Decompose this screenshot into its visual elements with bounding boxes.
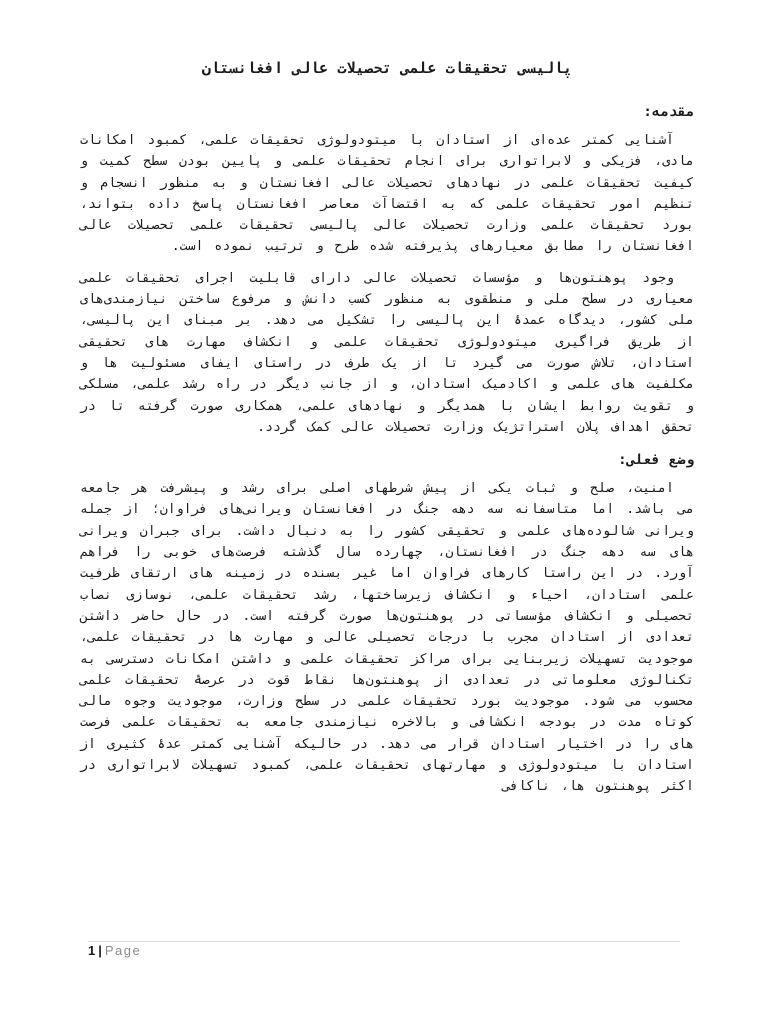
section-current-status	[80, 448, 694, 797]
paragraph: وجود پوهنتون‌ها و مؤسسات تحصیلات عالی دارای قابلیت اجرای تحقیقات علمی معیاری در سطح ملی و منطقوی به منظور کسب دانش و مرفوع ساختن نیازمندی‌های ملی کشور، دیدگاه عمدۀ این پالیسی را تشکیل می دهد. بر مبنای این پالیسی، از طریق فراگیری میتودولوژی تحقیقات علمی و انکشاف مهارت های تحقیقی استادان، تلاش صورت می گیرد تا از یک طرف در راستای ایفای مسئولیت ها و مکلفیت های علمی و اکادمیک استادان، و از جانب دیگر در راه رشد علمی، مسلکی و تقویت روابط ایشان با همدیگر و نهادهای علمی، همکاری صورت گرفته تا در تحقق اهداف پلان استراتژیک وزارت تحصیلات عالی کمک گردد.	[80, 270, 694, 435]
paragraph: آشنایی کمتر عده‌ای از استادان با میتودولوژی تحقیقات علمی، کمبود امکانات مادی، فزیکی و لابراتواری برای انجام تحقیقات علمی و پایین بودن سطح کمیت و کیفیت تحقیقات علمی در نهادهای تحصیلات عالی افغانستان و به منظور انسجام و تنظیم امور تحقیقات علمی که به اقتضاآت معاصر افغانستان پاسخ داده بتواند، بورد تحقیقات علمی وزارت تحصیلات عالی پالیسی تحقیقات علمی تحصیلات عالی افغانستان را مطابق معیارهای پذیرفته شده طرح و ترتیب نموده است.	[80, 133, 694, 255]
document-body	[80, 52, 694, 806]
section-heading-introduction: مقدمه:	[643, 104, 694, 120]
footer-divider	[88, 941, 680, 942]
section-heading-current-status: وضع فعلی:	[618, 452, 694, 469]
section-introduction	[80, 100, 694, 438]
page-footer	[88, 943, 141, 959]
page-number: 1	[88, 943, 96, 958]
page-label: Page	[104, 943, 142, 958]
document-title: پالیسی تحقیقات علمی تحصیلات عالی افغانستان	[201, 59, 573, 77]
footer-separator: |	[98, 943, 102, 958]
paragraph: امنیت، صلح و ثبات یکی از پیش شرطهای اصلی برای رشد و پیشرفت هر جامعه می باشد. اما متاسفانه سه دهه جنگ در افغانستان ویرانی‌های فراوان؛ از جمله ویرانی شالوده‌های علمی و تحقیقی کشور را به دنبال داشت. برای جبران ویرانی های سه دهه جنگ در افغانستان، چهارده سال گذشته فرصت‌های خوبی را فراهم آورد. در این راستا کارهای فراوان اما غیر بسنده در زمینه های ارتقای ظرفیت علمی استادان، احیاء و انکشاف زیرساختها، رشد تحقیقات علمی، نوسازی نصاب تحصیلی و انکشاف مؤسساتی در پوهنتون‌ها صورت گرفته است. در حال حاضر داشتن تعدادی از استادان مجرب با درجات تحصیلی عالی و مهارت ها در تحقیقات علمی، موجودیت تسهیلات زیربنایی برای مراکز تحقیقات علمی و داشتن امکانات دسترسی به تکنالوژی معلوماتی در تعدادی از پوهنتون‌ها نقاط قوت در عرصۀ تحقیقات علمی محسوب می شود. موجودیت بورد تحقیقات علمی در سطح وزارت، موجودیت وجوه مالی کوتاه مدت در بودجه انکشافی و بالاخره نیازمندی جامعه به تحقیقات علمی فرصت های را در اختیار استادان قرار می دهد. در حالیکه آشنایی کمتر عدۀ کثیری از استادان با میتودولوژی و مهارتهای تحقیقات علمی، کمبود تسهیلات لابراتواری در اکثر پوهنتون ها، ناکافی	[80, 481, 694, 795]
